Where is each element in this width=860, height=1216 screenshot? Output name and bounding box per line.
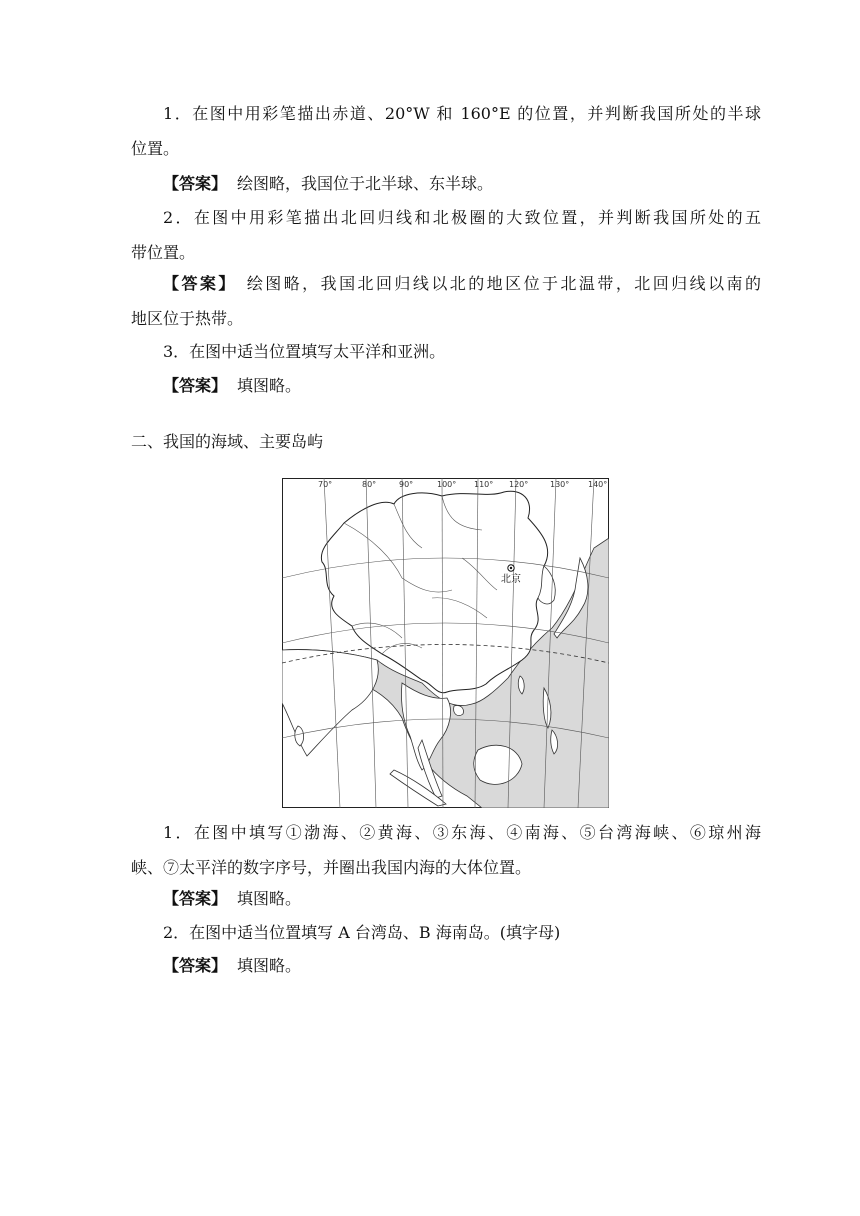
section2-question-1-line-1: 1．在图中填写①渤海、②黄海、③东海、④南海、⑤台湾海峡、⑥琼州海 [163,823,761,842]
question-1-line-2: 位置。 [131,139,180,158]
answer-tag: 【答案】 [163,174,228,193]
section2-question-1-line-2: 峡、⑦太平洋的数字序号，并圈出我国内海的大体位置。 [131,858,532,877]
question-3: 3．在图中适当位置填写太平洋和亚洲。 [163,342,446,361]
map-svg [282,478,609,808]
answer-tag: 【答案】 [163,956,228,975]
section2-answer-2 [163,956,301,976]
section2-answer-1 [163,889,301,909]
answer-tag: 【答案】 [163,274,237,293]
answer-tag: 【答案】 [163,889,228,908]
lon-label: 70° [318,480,333,489]
question-1-line-1: 1．在图中用彩笔描出赤道、20°W 和 160°E 的位置，并判断我国所处的半球 [163,104,761,123]
lon-label: 140° [588,480,608,489]
capital-label: 北京 [501,574,521,585]
answer-text: 填图略。 [237,956,302,975]
lon-label: 90° [399,480,414,489]
answer-text: 绘图略，我国位于北半球、东半球。 [237,174,494,193]
section2-question-2: 2．在图中适当位置填写 A 台湾岛、B 海南岛。(填字母) [163,923,561,942]
answer-3 [163,376,301,396]
question-2-line-2: 带位置。 [131,243,196,262]
answer-1 [163,174,493,194]
hainan-island [454,705,464,715]
china-map-figure [282,478,609,808]
answer-2-line-1 [163,274,761,294]
answer-2-line-2: 地区位于热带。 [131,309,244,328]
section-heading: 二、我国的海域、主要岛屿 [131,432,324,451]
lon-label: 110° [474,480,494,489]
lon-label: 80° [362,480,377,489]
lon-label: 120° [509,480,529,489]
capital-marker-dot [510,567,512,569]
question-2-line-1: 2．在图中用彩笔描出北回归线和北极圈的大致位置，并判断我国所处的五 [163,208,761,227]
lon-label: 130° [550,480,570,489]
answer-text: 绘图略，我国北回归线以北的地区位于北温带，北回归线以南的 [246,274,761,293]
answer-text: 填图略。 [237,376,302,395]
answer-tag: 【答案】 [163,376,228,395]
answer-text: 填图略。 [237,889,302,908]
lon-label: 100° [437,480,457,489]
